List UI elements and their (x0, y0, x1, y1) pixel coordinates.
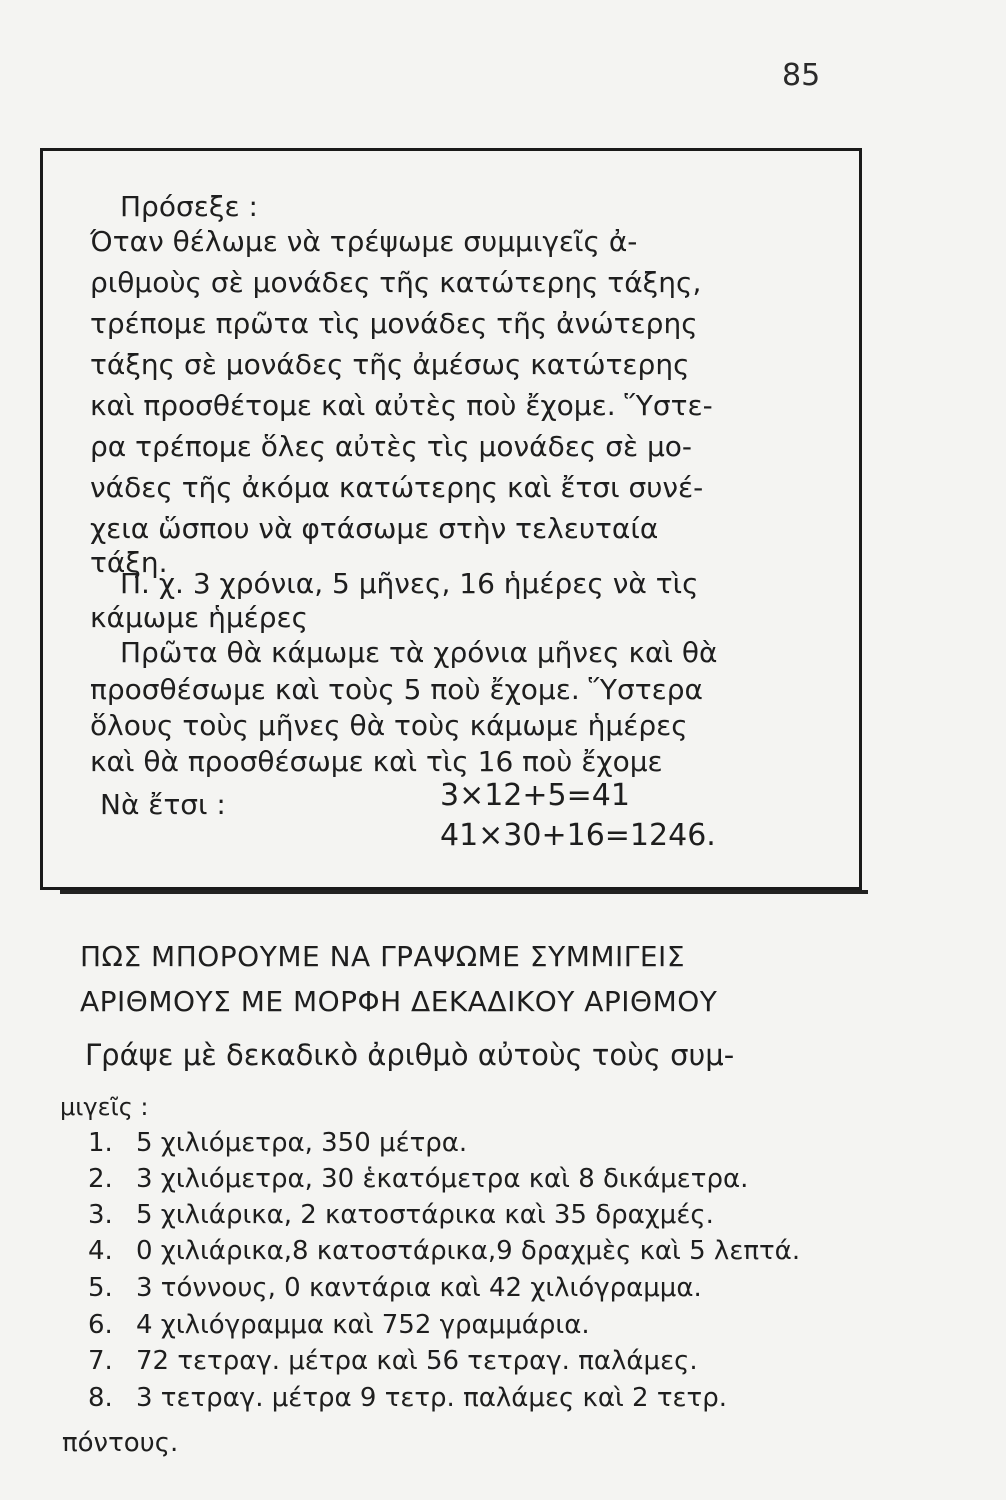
note-line: χεια ὥσπου νὰ φτάσωμε στὴν τελευταία (90, 512, 659, 545)
exercise-item: 5. 3 τόννους, 0 καντάρια καὶ 42 χιλιόγραμμα. (88, 1273, 702, 1303)
example-line: ὅλους τοὺς μῆνες θὰ τοὺς κάμωμε ἡμέρες (90, 709, 688, 742)
note-line: τρέπομε πρῶτα τὶς μονάδες τῆς ἀνώτερης (90, 307, 698, 340)
note-title: Πρόσεξε : (120, 190, 258, 223)
calculation-1: 3×12+5=41 (440, 778, 630, 813)
note-line: ρα τρέπομε ὅλες αὐτὲς τὶς μονάδες σὲ μο- (90, 430, 693, 463)
na-etsi-label: Νὰ ἔτσι : (100, 788, 226, 821)
example-line: Πρῶτα θὰ κάμωμε τὰ χρόνια μῆνες καὶ θὰ (120, 636, 718, 669)
exercise-item: 7. 72 τετραγ. μέτρα καὶ 56 τετραγ. παλάμες. (88, 1346, 698, 1376)
divider (60, 890, 868, 894)
note-line: τάξης σὲ μονάδες τῆς ἀμέσως κατώτερης (90, 348, 690, 381)
exercise-item: 3. 5 χιλιάρικα, 2 κατοστάρικα καὶ 35 δραχμές. (88, 1200, 714, 1230)
exercise-prompt: Γράψε μὲ δεκαδικὸ ἀριθμὸ αὐτοὺς τοὺς συμ- (85, 1038, 735, 1072)
exercise-prompt-cont: μιγεῖς : (60, 1093, 149, 1121)
exercise-item: 8. 3 τετραγ. μέτρα 9 τετρ. παλάμες καὶ 2 τετρ. (88, 1383, 727, 1413)
example-line: προσθέσωμε καὶ τοὺς 5 ποὺ ἔχομε. Ὕστερα (90, 673, 703, 706)
example-line: Π. χ. 3 χρόνια, 5 μῆνες, 16 ἡμέρες νὰ τὶς (120, 567, 699, 600)
page-number: 85 (782, 58, 821, 93)
calculation-2: 41×30+16=1246. (440, 818, 716, 853)
note-line: τάξη. (90, 546, 168, 579)
note-line: νάδες τῆς ἀκόμα κατώτερης καὶ ἔτσι συνέ- (90, 471, 704, 504)
exercise-item: 4. 0 χιλιάρικα,8 κατοστάρικα,9 δραχμὲς καὶ 5 λεπτά. (88, 1236, 801, 1266)
example-line: κάμωμε ἡμέρες (90, 601, 309, 634)
section-heading-line-1: ΠΩΣ ΜΠΟΡΟΥΜΕ ΝΑ ΓΡΑΨΩΜΕ ΣΥΜΜΙΓΕΙΣ (80, 940, 686, 973)
section-heading-line-2: ΑΡΙΘΜΟΥΣ ΜΕ ΜΟΡΦΗ ΔΕΚΑΔΙΚΟΥ ΑΡΙΘΜΟΥ (80, 985, 718, 1018)
exercise-item: 2. 3 χιλιόμετρα, 30 ἑκατόμετρα καὶ 8 δικάμετρα. (88, 1164, 749, 1194)
note-line: Όταν θέλωμε νὰ τρέψωμε συμμιγεῖς ἀ- (90, 225, 638, 258)
exercise-item: 6. 4 χιλιόγραμμα καὶ 752 γραμμάρια. (88, 1310, 590, 1340)
exercise-item-cont: πόντους. (62, 1428, 179, 1458)
note-line: ριθμοὺς σὲ μονάδες τῆς κατώτερης τάξης, (90, 266, 702, 299)
note-line: καὶ προσθέτομε καὶ αὐτὲς ποὺ ἔχομε. Ὕστε- (90, 389, 713, 422)
exercise-item: 1. 5 χιλιόμετρα, 350 μέτρα. (88, 1128, 468, 1158)
example-line: καὶ θὰ προσθέσωμε καὶ τὶς 16 ποὺ ἔχομε (90, 745, 663, 778)
